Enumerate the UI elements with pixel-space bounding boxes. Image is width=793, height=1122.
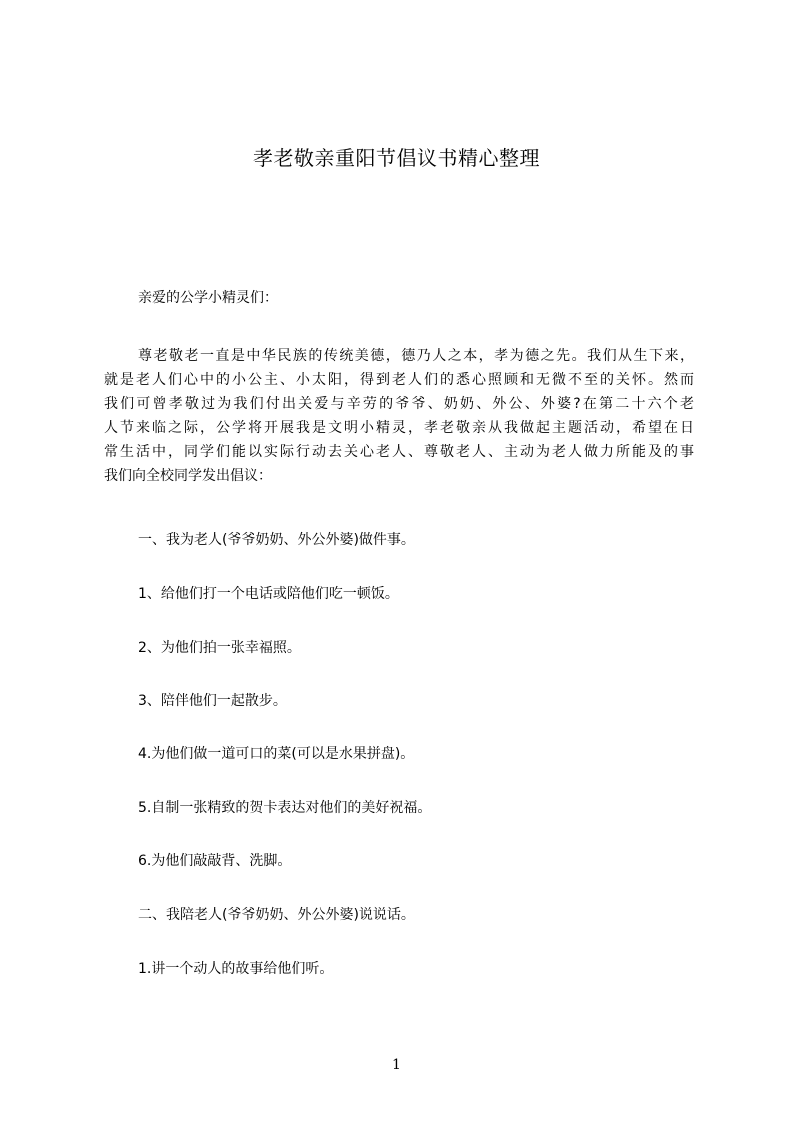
- intro-line: 我们可曾孝敬过为我们付出关爱与辛劳的爷爷、奶奶、外公、外婆?在第二十六个老: [104, 396, 694, 412]
- list-item: 3、陪伴他们一起散步。: [138, 693, 287, 709]
- salutation: 亲爱的公学小精灵们：: [138, 290, 278, 306]
- intro-line: 我们向全校同学发出倡议：: [104, 468, 272, 484]
- intro-line: 就是老人们心中的小公主、小太阳，得到老人们的悉心照顾和无微不至的关怀。然而: [104, 372, 694, 388]
- intro-line: 尊老敬老一直是中华民族的传统美德，德乃人之本，孝为德之先。我们从生下来，: [138, 348, 694, 364]
- intro-paragraph: [104, 344, 694, 488]
- page-number: 1: [392, 1057, 401, 1073]
- document-title: 孝老敬亲重阳节倡议书精心整理: [253, 146, 540, 170]
- list-item: 5.自制一张精致的贺卡表达对他们的美好祝福。: [138, 800, 432, 816]
- list-item: 1、给他们打一个电话或陪他们吃一顿饭。: [138, 586, 399, 602]
- list-item: 1.讲一个动人的故事给他们听。: [138, 961, 334, 977]
- list-item: 6.为他们敲敲背、洗脚。: [138, 853, 292, 869]
- list-item: 4.为他们做一道可口的菜(可以是水果拼盘)。: [138, 746, 415, 762]
- section1-heading: 一、我为老人(爷爷奶奶、外公外婆)做件事。: [138, 532, 415, 548]
- section2-heading: 二、我陪老人(爷爷奶奶、外公外婆)说说话。: [138, 907, 415, 923]
- intro-line: 常生活中，同学们能以实际行动去关心老人、尊敬老人、主动为老人做力所能及的事: [104, 444, 694, 460]
- list-item: 2、为他们拍一张幸福照。: [138, 640, 301, 656]
- intro-line: 人节来临之际，公学将开展我是文明小精灵，孝老敬亲从我做起主题活动，希望在日: [104, 420, 694, 436]
